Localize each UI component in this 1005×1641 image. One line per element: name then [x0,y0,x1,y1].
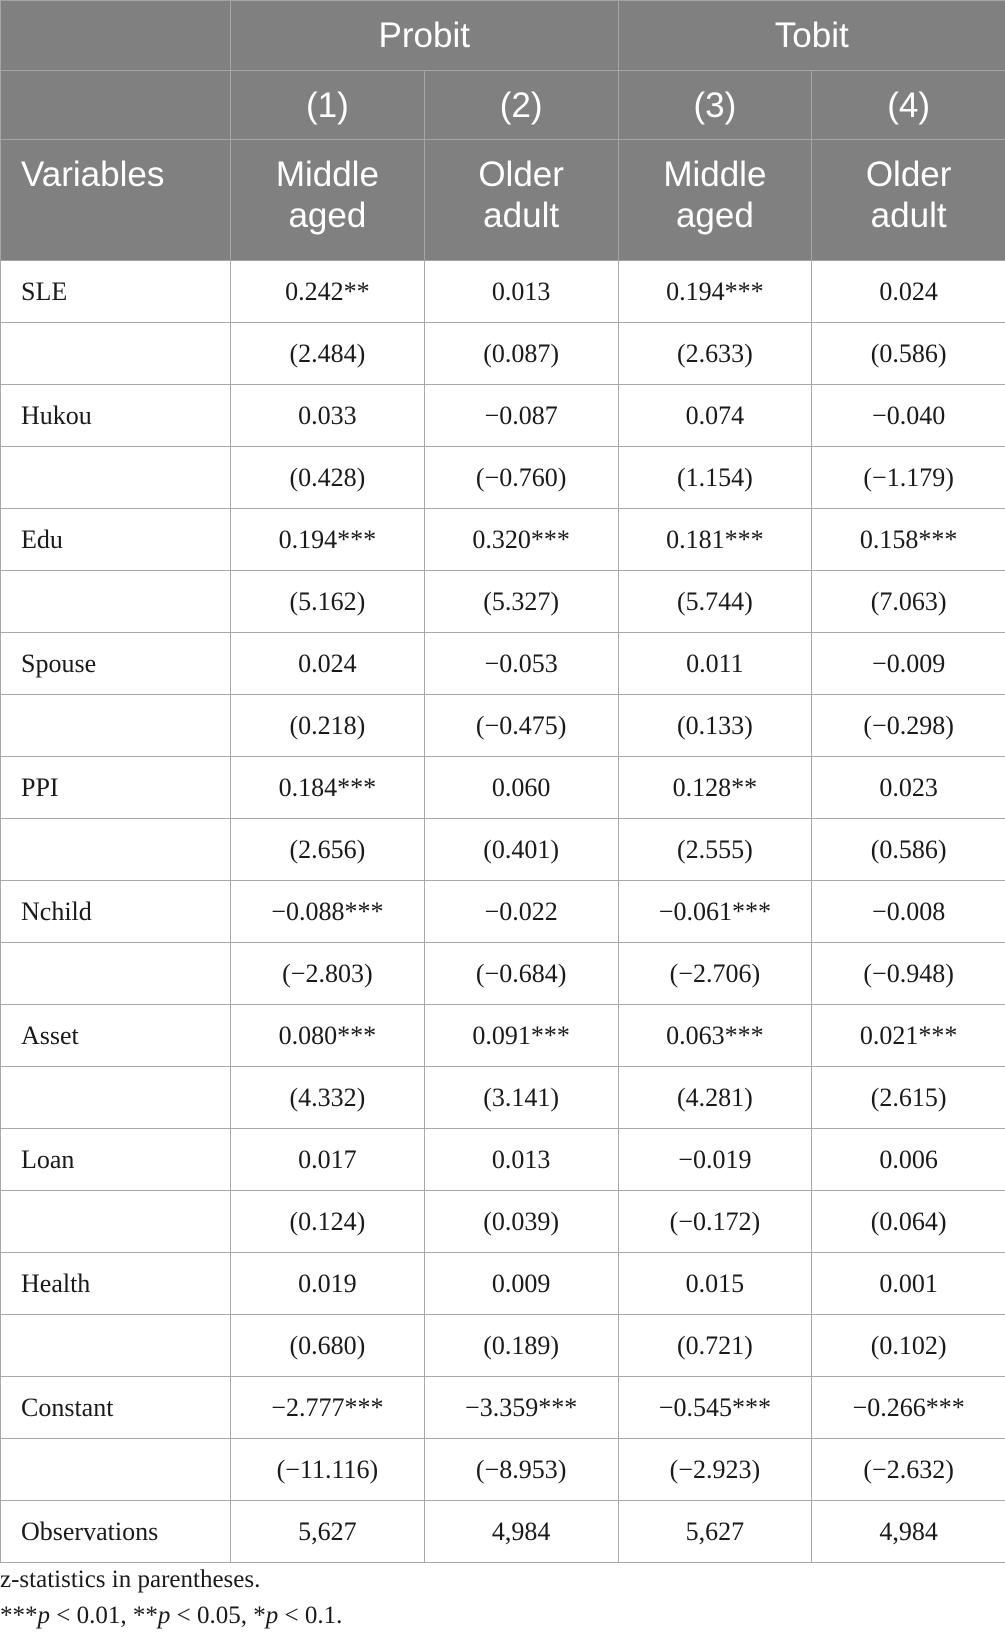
blank-label-cell [1,695,231,757]
row-label: Nchild [1,881,231,943]
coefficient-row [1,1377,1005,1439]
z-statistic-row [1,323,1005,385]
coefficient-cell: 0.194*** [231,509,425,571]
coefficient-row [1,1253,1005,1315]
z-statistic-row [1,943,1005,1005]
z-statistic-cell: (0.218) [231,695,425,757]
coefficient-cell: 0.060 [424,757,618,819]
header-corner-cell [1,1,231,71]
observations-cell: 5,627 [231,1501,425,1563]
z-statistic-cell: (−1.179) [812,447,1005,509]
coefficient-cell: 0.013 [424,1129,618,1191]
z-statistic-cell: (0.401) [424,819,618,881]
coefficient-cell: 0.184*** [231,757,425,819]
z-statistic-cell: (0.428) [231,447,425,509]
z-statistic-cell: (0.102) [812,1315,1005,1377]
z-statistic-row [1,1315,1005,1377]
coefficient-row [1,757,1005,819]
z-statistic-cell: (2.484) [231,323,425,385]
coefficient-cell: −0.053 [424,633,618,695]
coefficient-cell: −0.022 [424,881,618,943]
group-header-tobit: Tobit [618,1,1005,71]
coefficient-cell: −0.061*** [618,881,812,943]
notes-line-1: z-statistics in parentheses. [0,1566,261,1593]
z-statistic-row [1,1067,1005,1129]
blank-label-cell [1,1439,231,1501]
coefficient-cell: 0.033 [231,385,425,447]
z-statistic-cell: (4.332) [231,1067,425,1129]
z-statistic-cell: (−0.948) [812,943,1005,1005]
observations-row [1,1501,1005,1563]
z-statistic-cell: (2.615) [812,1067,1005,1129]
coefficient-cell: −0.087 [424,385,618,447]
coefficient-cell: −0.009 [812,633,1005,695]
coefficient-row [1,1129,1005,1191]
blank-label-cell [1,1315,231,1377]
row-label: Constant [1,1377,231,1439]
row-label: Observations [1,1501,231,1563]
z-statistic-cell: (4.281) [618,1067,812,1129]
z-statistic-cell: (7.063) [812,571,1005,633]
z-statistic-row [1,447,1005,509]
coefficient-row [1,385,1005,447]
model-number-3: (3) [618,71,812,140]
coefficient-row [1,261,1005,323]
table-body [1,261,1005,1563]
table-notes [0,1562,1005,1634]
coefficient-cell: 0.074 [618,385,812,447]
coefficient-cell: 0.080*** [231,1005,425,1067]
coefficient-cell: 0.242** [231,261,425,323]
z-statistic-cell: (−8.953) [424,1439,618,1501]
column-label-2: Older adult [424,140,618,261]
z-statistic-cell: (0.064) [812,1191,1005,1253]
model-number-4: (4) [812,71,1005,140]
coefficient-cell: 0.194*** [618,261,812,323]
coefficient-cell: 0.024 [812,261,1005,323]
coefficient-cell: −0.008 [812,881,1005,943]
z-statistic-cell: (−0.172) [618,1191,812,1253]
model-number-2: (2) [424,71,618,140]
z-statistic-cell: (−0.475) [424,695,618,757]
z-statistic-cell: (−2.632) [812,1439,1005,1501]
coefficient-cell: 0.017 [231,1129,425,1191]
column-label-3: Middle aged [618,140,812,261]
coefficient-row [1,633,1005,695]
coefficient-cell: −0.019 [618,1129,812,1191]
coefficient-cell: 0.181*** [618,509,812,571]
z-statistic-cell: (−0.298) [812,695,1005,757]
coefficient-cell: 0.011 [618,633,812,695]
row-label: Health [1,1253,231,1315]
blank-label-cell [1,943,231,1005]
coefficient-row [1,1005,1005,1067]
z-statistic-row [1,819,1005,881]
coefficient-cell: −0.088*** [231,881,425,943]
observations-cell: 4,984 [424,1501,618,1563]
coefficient-cell: 0.009 [424,1253,618,1315]
row-label: Edu [1,509,231,571]
z-statistic-cell: (−0.760) [424,447,618,509]
row-label: Loan [1,1129,231,1191]
z-statistic-cell: (−2.923) [618,1439,812,1501]
coefficient-cell: −3.359*** [424,1377,618,1439]
z-statistic-row [1,571,1005,633]
z-statistic-cell: (0.124) [231,1191,425,1253]
column-label-4: Older adult [812,140,1005,261]
row-label: Spouse [1,633,231,695]
z-statistic-cell: (3.141) [424,1067,618,1129]
row-label: SLE [1,261,231,323]
blank-label-cell [1,323,231,385]
z-statistic-cell: (−2.706) [618,943,812,1005]
coefficient-cell: −0.545*** [618,1377,812,1439]
row-label: Hukou [1,385,231,447]
z-statistic-cell: (0.087) [424,323,618,385]
z-statistic-cell: (0.189) [424,1315,618,1377]
z-statistic-cell: (0.586) [812,819,1005,881]
z-statistic-cell: (−11.116) [231,1439,425,1501]
row-label: PPI [1,757,231,819]
coefficient-cell: 0.091*** [424,1005,618,1067]
z-statistic-row [1,695,1005,757]
coefficient-cell: 0.023 [812,757,1005,819]
coefficient-cell: 0.158*** [812,509,1005,571]
coefficient-cell: 0.006 [812,1129,1005,1191]
header-blank-cell [1,71,231,140]
coefficient-cell: 0.024 [231,633,425,695]
notes-line-2: ***p < 0.01, **p < 0.05, *p < 0.1. [0,1602,343,1629]
observations-cell: 4,984 [812,1501,1005,1563]
blank-label-cell [1,447,231,509]
z-statistic-cell: (2.633) [618,323,812,385]
z-statistic-cell: (0.133) [618,695,812,757]
column-label-1: Middle aged [231,140,425,261]
blank-label-cell [1,1191,231,1253]
coefficient-cell: 0.015 [618,1253,812,1315]
blank-label-cell [1,1067,231,1129]
z-statistic-cell: (0.586) [812,323,1005,385]
z-statistic-cell: (0.680) [231,1315,425,1377]
z-statistic-cell: (5.162) [231,571,425,633]
z-statistic-row [1,1191,1005,1253]
coefficient-cell: −0.040 [812,385,1005,447]
z-statistic-cell: (5.327) [424,571,618,633]
z-statistic-cell: (1.154) [618,447,812,509]
blank-label-cell [1,571,231,633]
group-header-probit: Probit [231,1,619,71]
table-header [1,1,1005,261]
z-statistic-cell: (2.656) [231,819,425,881]
observations-cell: 5,627 [618,1501,812,1563]
z-statistic-cell: (2.555) [618,819,812,881]
variables-header: Variables [1,140,231,261]
coefficient-cell: −0.266*** [812,1377,1005,1439]
z-statistic-row [1,1439,1005,1501]
z-statistic-cell: (−2.803) [231,943,425,1005]
coefficient-row [1,881,1005,943]
coefficient-cell: 0.001 [812,1253,1005,1315]
coefficient-cell: 0.063*** [618,1005,812,1067]
z-statistic-cell: (5.744) [618,571,812,633]
row-label: Asset [1,1005,231,1067]
coefficient-cell: 0.013 [424,261,618,323]
coefficient-cell: 0.019 [231,1253,425,1315]
coefficient-cell: 0.021*** [812,1005,1005,1067]
coefficient-cell: 0.128** [618,757,812,819]
z-statistic-cell: (−0.684) [424,943,618,1005]
z-statistic-cell: (0.039) [424,1191,618,1253]
coefficient-cell: −2.777*** [231,1377,425,1439]
blank-label-cell [1,819,231,881]
coefficient-cell: 0.320*** [424,509,618,571]
z-statistic-cell: (0.721) [618,1315,812,1377]
coefficient-row [1,509,1005,571]
model-number-1: (1) [231,71,425,140]
